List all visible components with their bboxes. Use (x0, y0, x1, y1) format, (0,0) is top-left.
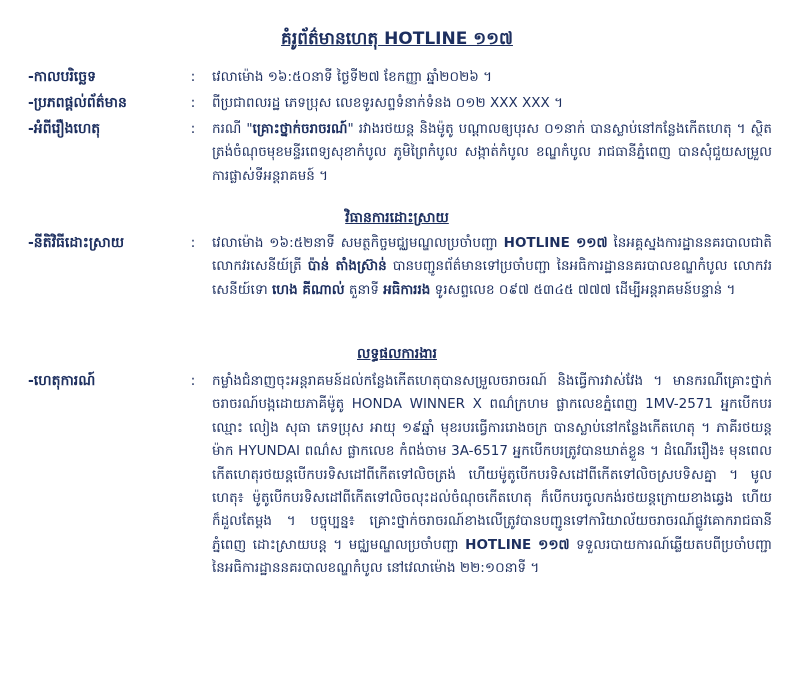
resolution-role: អធិការរង (383, 281, 431, 298)
date-value: វេលាម៉ោង ១៦:៥០នាទី ថ្ងៃទី២៧ ខែកញ្ញា ឆ្នាំ២០២៦ ។ (212, 69, 493, 85)
source-colon: : (190, 95, 196, 111)
resolution-hotline: HOTLINE ១១៧ (503, 235, 608, 251)
date-label: -កាលបរិច្ឆេទ (28, 69, 97, 85)
resolution-seg4: តួនាទី (344, 281, 384, 298)
incident-description (212, 118, 772, 188)
resolution-heading: វិធានការដោះស្រាយ (345, 210, 449, 226)
result-label: -ហេតុការណ៍ (28, 373, 96, 389)
result-colon: : (190, 373, 196, 389)
incident-label: -អំពីរឿងហេតុ (28, 121, 101, 137)
result-heading: លទ្ធផលការងារ (357, 346, 437, 362)
resolution-label: -នីតិវិធីដោះស្រាយ (28, 235, 125, 251)
incident-colon: : (190, 121, 196, 137)
resolution-officer-2: ហេង គីណាល់ (272, 281, 345, 298)
incident-text-before: ករណី " (212, 121, 253, 137)
resolution-text (212, 232, 772, 302)
result-seg2: ទទួលរបាយការណ៍ឆ្លើយតបពីប្រចាំបញ្ជា នៃអធិការដ្ឋាននគរបាលខណ្ឌកំបូល នៅវេលាម៉ោង ២២:១០នាទី ។ (212, 536, 772, 577)
result-hotline: HOTLINE ១១៧ (465, 536, 570, 553)
resolution-seg1: វេលាម៉ោង ១៦:៥២នាទី សមត្ថកិច្ចមជ្ឈមណ្ឌលប្រចាំបញ្ជា (212, 235, 504, 251)
incident-text-after: " រវាងរថយន្ត និងម៉ូតូ បណ្តាលឲ្យបុរស ០១នាក់ បានស្លាប់នៅកន្លែងកើតហេតុ ។ ស្ថិតត្រង់ចំណុចមុខមន្ទីរពេទ្យសុខាកំបូល ភូមិព្រៃកំបូល សង្កាត់កំបូល ខណ្ឌកំបូល រាជធានីភ្នំពេញ បានសុំជួយសម្រួលការផ្លាស់ទីអន្តរាគមន៍ ។ (212, 121, 772, 184)
result-text (212, 370, 772, 581)
resolution-seg5: ទូរសព្ទលេខ ០៩៧ ៥៣៤៥ ៧៧៧ ដើម្បីអន្តរាគមន៍បន្ទាន់ ។ (430, 281, 736, 298)
date-colon: : (190, 69, 196, 85)
resolution-seg3: បានបញ្ជូនព័ត៌មានទៅប្រចាំបញ្ជា នៃអធិការដ្ឋាននគរបាលខណ្ឌកំបូល លោកវរសេនីយ៍ទោ (212, 258, 772, 298)
source-value: ពីប្រជាពលរដ្ឋ ភេទប្រុស លេខទូរសព្ទទំនាក់ទំនង ០១២ XXX XXX ។ (212, 95, 563, 111)
incident-type: គ្រោះថ្នាក់ចរាចរណ៍ (252, 121, 348, 137)
source-label: -ប្រភពផ្តល់ព័ត៌មាន (28, 95, 127, 111)
result-seg1: កម្លាំងជំនាញចុះអន្តរាគមន៍ដល់កន្លែងកើតហេតុបានសម្រួលចរាចរណ៍ និងធ្វើការវាស់វែង ។ មានករណីគ្រោះថ្នាក់ចរាចរណ៍បង្កដោយភាគីម៉ូតូ HONDA WINNER X ពណ៌ក្រហម ផ្លាកលេខភ្នំពេញ 1MV-2571 អ្នកបើកបរឈ្មោះ លៀង សុធា ភេទប្រុស អាយុ ១៩ឆ្នាំ មុខរបរធ្វើការរោងចក្រ បានស្លាប់នៅកន្លែងកើតហេតុ ។ ភាគីរថយន្តម៉ាក HYUNDAI ពណ៌ស ផ្លាកលេខ កំពង់ចាម 3A-6517 អ្នកបើកបរត្រូវបានឃាត់ខ្លួន ។ ដំណើររឿង៖ មុនពេលកើតហេតុរថយន្តបើកបរទិសដៅពីកើតទៅលិចត្រង់ ហើយម៉ូតូបើកបរទិសដៅពីកើតទៅលិចស្របទិសគ្នា ។ មូលហេតុ៖ ម៉ូតូបើកបរទិសដៅពីកើតទៅលិចលុះដល់ចំណុចកើតហេតុ ក៏បើកបរចូលកង់រថយន្តក្រោយខាងឆ្វេង ហើយក៏ដួលតែម្តង ។ បច្ចុប្បន្ន៖ គ្រោះថ្នាក់ចរាចរណ៍ខាងលើត្រូវបានបញ្ជូនទៅការិយាល័យចរាចរណ៍ផ្លូវគោករាជធានីភ្នំពេញ ដោះស្រាយបន្ត ។ មជ្ឈមណ្ឌលប្រចាំបញ្ជា (212, 373, 772, 553)
resolution-officer-1: ប៉ាន់ តាំងស្រ៊ាន់ (307, 258, 387, 275)
report-title: គំរូព័ត៌មានហេតុ HOTLINE ១១៧ (281, 29, 513, 49)
resolution-seg2: នៃអគ្គស្នងការដ្ឋាននគរបាលជាតិ លោកវរសេនីយ៍ត្រី (212, 235, 773, 275)
resolution-colon: : (190, 235, 196, 251)
